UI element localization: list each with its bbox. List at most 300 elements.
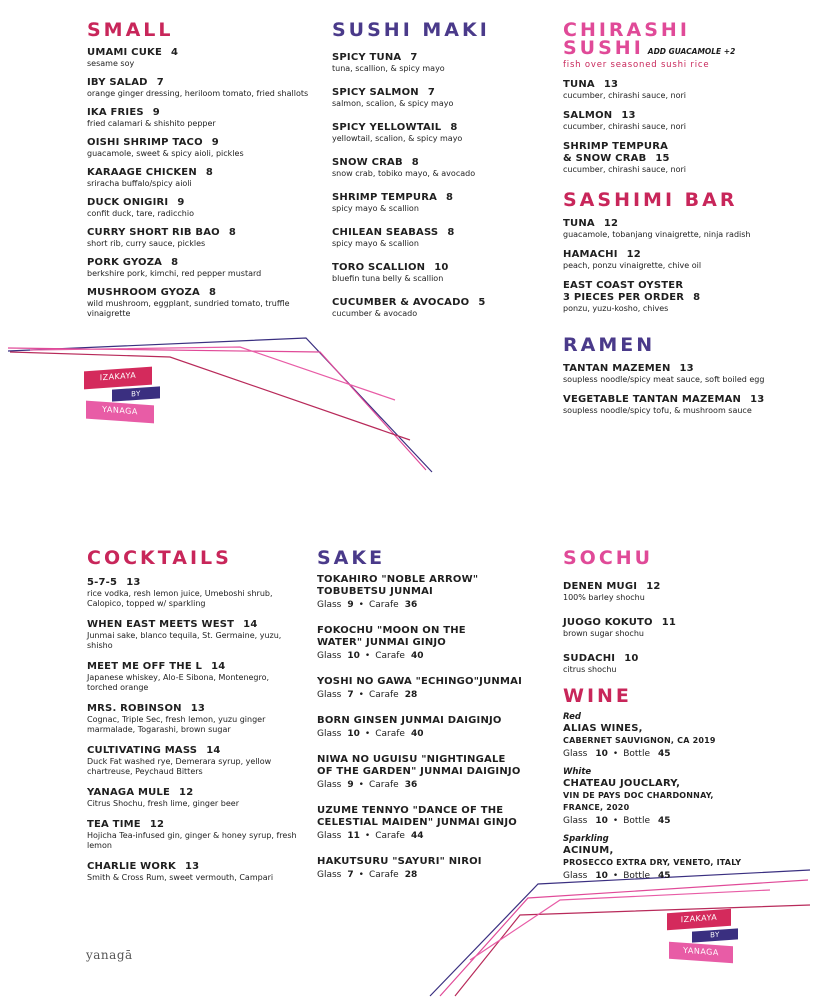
item-name: SHRIMP TEMPURA xyxy=(563,141,669,152)
item-description: soupless noodle/spicy tofu, & mushroom sauce xyxy=(563,406,752,415)
chirashi-section xyxy=(563,21,808,416)
menu-item xyxy=(332,192,547,214)
item-description: guacamole, sweet & spicy aioli, pickles xyxy=(87,149,244,158)
sake-item xyxy=(317,754,547,791)
section-title: SUSHI MAKI xyxy=(332,19,490,41)
carafe-price: 28 xyxy=(404,870,418,880)
item-price: 15 xyxy=(655,153,670,164)
glass-price: 9 xyxy=(347,600,354,610)
sake-item xyxy=(317,676,547,701)
item-name: CULTIVATING MASS xyxy=(87,745,198,756)
item-name: YANAGA MULE xyxy=(87,787,171,798)
item-price: 8 xyxy=(693,292,701,303)
item-price: 12 xyxy=(603,218,619,229)
item-name-line xyxy=(87,257,312,269)
item-name-line xyxy=(332,87,547,99)
item-name: SNOW CRAB xyxy=(332,157,403,168)
sushi-maki-list xyxy=(332,52,547,319)
pour-prices xyxy=(563,815,808,827)
item-price: 13 xyxy=(190,703,206,714)
menu-item xyxy=(332,87,547,109)
wine-item xyxy=(563,712,808,760)
item-name: MUSHROOM GYOZA xyxy=(87,287,200,298)
item-price: 7 xyxy=(427,87,436,98)
menu-item xyxy=(87,77,312,99)
by-badge: BY xyxy=(692,928,738,942)
item-description: rice vodka, resh lemon juice, Umeboshi shrub, Calopico, topped w/ sparkling xyxy=(87,589,273,608)
sushi-maki-section xyxy=(332,21,547,319)
glass-price: 10 xyxy=(595,749,608,759)
item-price: 14 xyxy=(211,661,226,672)
item-name-line xyxy=(87,227,312,239)
item-name-line xyxy=(563,653,808,665)
menu-item xyxy=(563,617,808,639)
izakaya-badge: IZAKAYA xyxy=(667,909,731,930)
item-name: TANTAN MAZEMEN xyxy=(563,363,671,374)
carafe-label: Carafe xyxy=(368,600,399,610)
deco-line xyxy=(430,870,810,996)
item-name: TEA TIME xyxy=(87,819,141,830)
item-name-text: & SNOW CRAB xyxy=(563,153,647,164)
item-price: 9 xyxy=(211,137,219,148)
glass-label: Glass xyxy=(317,729,342,739)
sake-name-line2: OF THE GARDEN" JUNMAI DAIGINJO xyxy=(317,766,521,777)
menu-item xyxy=(332,262,547,284)
item-name: PORK GYOZA xyxy=(87,257,163,268)
item-description: peach, ponzu vinaigrette, chive oil xyxy=(563,261,702,270)
item-description: ponzu, yuzu-kosho, chives xyxy=(563,304,669,313)
menu-item xyxy=(87,861,302,883)
small-list xyxy=(87,47,312,319)
pour-prices xyxy=(317,869,547,881)
yanaga-badge: YANAGA xyxy=(669,942,733,963)
item-name: SPICY YELLOWTAIL xyxy=(332,122,442,133)
item-description: 100% barley shochu xyxy=(563,593,645,602)
sake-name: NIWA NO UGUISU "NIGHTINGALE xyxy=(317,754,506,765)
item-name: MRS. ROBINSON xyxy=(87,703,182,714)
menu-item xyxy=(332,52,547,74)
item-name-line xyxy=(87,861,302,873)
item-name: SPICY SALMON xyxy=(332,87,419,98)
sake-name-line2: CELESTIAL MAIDEN" JUNMAI GINJO xyxy=(317,817,517,828)
pour-prices xyxy=(563,748,808,760)
bottle-label: Bottle xyxy=(623,871,650,881)
item-name-line xyxy=(87,287,312,299)
item-name-line xyxy=(332,262,547,274)
sake-name-line2: WATER" JUNMAI GINJO xyxy=(317,637,447,648)
item-price: 8 xyxy=(228,227,237,238)
footer-logo: yanagā xyxy=(86,948,133,962)
glass-price: 10 xyxy=(347,651,360,661)
item-name-line xyxy=(87,745,302,757)
wine-detail: CABERNET SAUVIGNON, CA 2019 xyxy=(563,736,716,745)
menu-item xyxy=(563,581,808,603)
item-name: TUNA xyxy=(563,218,595,229)
menu-item xyxy=(87,819,302,851)
section-title: SUSHI xyxy=(563,37,644,59)
item-name-line xyxy=(87,703,302,715)
item-price: 10 xyxy=(624,653,639,664)
item-description: fried calamari & shishito pepper xyxy=(87,119,216,128)
glass-label: Glass xyxy=(563,749,588,759)
item-price: 8 xyxy=(411,157,419,168)
item-name: CUCUMBER & AVOCADO xyxy=(332,297,470,308)
yanaga-badge: YANAGA xyxy=(86,401,154,424)
carafe-price: 44 xyxy=(410,831,424,841)
item-name: WHEN EAST MEETS WEST xyxy=(87,619,235,630)
bottle-price: 45 xyxy=(658,749,671,759)
sake-name: YOSHI NO GAWA "ECHINGO"JUNMAI xyxy=(317,676,522,687)
wine-item xyxy=(563,767,808,827)
deco-line xyxy=(455,905,810,996)
menu-item xyxy=(87,107,312,129)
sake-name: TOKAHIRO "NOBLE ARROW" xyxy=(317,574,479,585)
sashimi-list xyxy=(563,218,808,314)
chirashi-list xyxy=(563,79,808,175)
item-price: 13 xyxy=(184,861,200,872)
item-price: 7 xyxy=(410,52,418,63)
item-price: 5 xyxy=(478,297,486,308)
item-name-text: 3 PIECES PER ORDER xyxy=(563,292,685,303)
bullet: • xyxy=(612,871,619,881)
by-badge: BY xyxy=(112,386,160,401)
section-title: SOCHU xyxy=(563,547,654,569)
item-name: CHILEAN SEABASS xyxy=(332,227,439,238)
item-description: Duck Fat washed rye, Demerara syrup, yellow chartreuse, Peychaud Bitters xyxy=(87,757,272,776)
item-price: 13 xyxy=(126,577,141,588)
item-name: EAST COAST OYSTER xyxy=(563,280,684,291)
section-title: COCKTAILS xyxy=(87,547,232,569)
glass-label: Glass xyxy=(317,831,342,841)
menu-item xyxy=(87,661,302,693)
menu-item xyxy=(87,577,302,609)
item-name: TUNA xyxy=(563,79,595,90)
wine-name: ACINUM, xyxy=(563,845,614,856)
carafe-price: 28 xyxy=(404,690,418,700)
item-price: 9 xyxy=(177,197,185,208)
item-description: Citrus Shochu, fresh lime, ginger beer xyxy=(87,799,239,808)
item-description: cucumber, chirashi sauce, nori xyxy=(563,165,687,174)
item-name-line xyxy=(87,167,312,179)
glass-price: 7 xyxy=(347,870,354,880)
item-price: 13 xyxy=(621,110,636,121)
glass-label: Glass xyxy=(317,600,342,610)
carafe-price: 36 xyxy=(404,780,418,790)
glass-price: 11 xyxy=(347,831,360,841)
item-description: confit duck, tare, radicchio xyxy=(87,209,194,218)
wine-detail-line2: FRANCE, 2020 xyxy=(563,803,630,812)
sake-name: FOKOCHU "MOON ON THE xyxy=(317,625,466,636)
section-title: SMALL xyxy=(87,19,174,41)
glass-label: Glass xyxy=(317,651,342,661)
sake-name: HAKUTSURU "SAYURI" NIROI xyxy=(317,856,482,867)
section-title: SAKE xyxy=(317,547,386,569)
item-price: 12 xyxy=(646,581,661,592)
item-name-line xyxy=(87,787,302,799)
item-price: 8 xyxy=(208,287,217,298)
bullet: • xyxy=(358,870,364,880)
item-name: 5-7-5 xyxy=(87,577,118,588)
cocktails-section xyxy=(87,549,302,883)
sake-list xyxy=(317,574,547,881)
bottle-label: Bottle xyxy=(623,749,650,759)
bullet: • xyxy=(364,651,371,661)
wine-category: Sparkling xyxy=(563,834,609,844)
item-name-line xyxy=(563,110,808,122)
item-name-line xyxy=(332,227,547,239)
item-price: 9 xyxy=(152,107,160,118)
glass-label: Glass xyxy=(317,780,342,790)
carafe-label: Carafe xyxy=(375,729,405,739)
wine-list xyxy=(563,712,808,882)
section-title: RAMEN xyxy=(563,334,656,356)
glass-price: 10 xyxy=(595,816,608,826)
sake-item xyxy=(317,715,547,740)
item-price: 13 xyxy=(603,79,619,90)
item-description: soupless noodle/spicy meat sauce, soft boiled egg xyxy=(563,375,765,384)
item-description: Hojicha Tea-infused gin, ginger & honey syrup, fresh lemon xyxy=(87,831,297,850)
menu-item xyxy=(563,280,808,314)
menu-item xyxy=(332,297,547,319)
item-description: wild mushroom, eggplant, sundried tomato, truffle vinaigrette xyxy=(87,299,290,318)
glass-label: Glass xyxy=(317,870,342,880)
item-description: tuna, scallion, & spicy mayo xyxy=(332,64,445,73)
item-description: sesame soy xyxy=(87,59,135,68)
item-name-line xyxy=(87,107,312,119)
item-description: orange ginger dressing, heriloom tomato, fried shallots xyxy=(87,89,309,98)
wine-item xyxy=(563,834,808,882)
pour-prices xyxy=(317,728,547,740)
item-name-line xyxy=(332,52,547,64)
item-name: IBY SALAD xyxy=(87,77,148,88)
item-name-line xyxy=(87,137,312,149)
item-description: Smith & Cross Rum, sweet vermouth, Campari xyxy=(87,873,274,882)
glass-price: 10 xyxy=(347,729,360,739)
carafe-label: Carafe xyxy=(368,870,399,880)
item-name-line xyxy=(87,47,312,59)
pour-prices xyxy=(317,599,547,611)
menu-item xyxy=(563,218,808,240)
izakaya-badge: IZAKAYA xyxy=(84,367,152,390)
glass-price: 9 xyxy=(347,780,354,790)
sake-name: UZUME TENNYO "DANCE OF THE xyxy=(317,805,504,816)
item-description: sriracha buffalo/spicy aioli xyxy=(87,179,192,188)
bullet: • xyxy=(612,749,619,759)
item-price: 8 xyxy=(171,257,179,268)
item-description: cucumber, chirashi sauce, nori xyxy=(563,122,687,131)
menu-item xyxy=(87,167,312,189)
wine-name: CHATEAU JOUCLARY, xyxy=(563,778,681,789)
item-name: CHARLIE WORK xyxy=(87,861,176,872)
deco-line xyxy=(8,348,426,470)
sake-item xyxy=(317,574,547,611)
cocktail-list xyxy=(87,577,302,883)
pour-prices xyxy=(317,830,547,842)
glass-price: 10 xyxy=(595,871,608,881)
item-price: 8 xyxy=(446,192,454,203)
menu-item xyxy=(87,197,312,219)
deco-line xyxy=(10,352,410,440)
menu-item xyxy=(87,787,302,809)
item-description: cucumber & avocado xyxy=(332,309,418,318)
pour-prices xyxy=(317,689,547,701)
wine-detail: PROSECCO EXTRA DRY, VENETO, ITALY xyxy=(563,858,742,867)
item-description: spicy mayo & scallion xyxy=(332,204,419,213)
item-description: bluefin tuna belly & scallion xyxy=(332,274,444,283)
item-name: OISHI SHRIMP TACO xyxy=(87,137,203,148)
menu-item xyxy=(563,110,808,132)
menu-item xyxy=(563,79,808,101)
menu-item xyxy=(87,745,302,777)
sake-item xyxy=(317,805,547,842)
item-price: 11 xyxy=(661,617,677,628)
section-title: SASHIMI BAR xyxy=(563,189,738,211)
item-name-line xyxy=(563,218,808,230)
section-title: CHIRASHI xyxy=(563,19,690,41)
item-description: brown sugar shochu xyxy=(563,629,644,638)
carafe-price: 40 xyxy=(410,651,424,661)
item-name-line xyxy=(563,581,808,593)
carafe-price: 40 xyxy=(410,729,424,739)
glass-label: Glass xyxy=(563,816,588,826)
item-price: 13 xyxy=(750,394,765,405)
item-description: Junmai sake, blanco tequila, St. Germaine, yuzu, shisho xyxy=(87,631,282,650)
item-description: Japanese whiskey, Alo-E Sibona, Montenegro, torched orange xyxy=(87,673,270,692)
item-description: citrus shochu xyxy=(563,665,617,674)
menu-item xyxy=(87,227,312,249)
item-name-line xyxy=(563,394,808,406)
item-name-line xyxy=(87,661,302,673)
bullet: • xyxy=(358,690,364,700)
item-name: CURRY SHORT RIB BAO xyxy=(87,227,220,238)
bullet: • xyxy=(612,816,619,826)
carafe-label: Carafe xyxy=(368,690,399,700)
item-name: HAMACHI xyxy=(563,249,618,260)
item-name: SUDACHI xyxy=(563,653,616,664)
bottle-price: 45 xyxy=(658,871,671,881)
section-title: WINE xyxy=(563,685,632,707)
sake-item xyxy=(317,625,547,662)
item-description: Cognac, Triple Sec, fresh lemon, yuzu ginger marmalade, Togarashi, brown sugar xyxy=(87,715,266,734)
item-name: VEGETABLE TANTAN MAZEMAN xyxy=(563,394,742,405)
menu-item xyxy=(563,141,808,175)
item-price: 8 xyxy=(205,167,214,178)
wine-detail: VIN DE PAYS DOC CHARDONNAY, xyxy=(563,791,714,800)
pour-prices xyxy=(563,870,808,882)
menu-item xyxy=(87,137,312,159)
item-price: 13 xyxy=(679,363,694,374)
glass-price: 7 xyxy=(347,690,354,700)
menu-item xyxy=(87,619,302,651)
item-name-line xyxy=(563,617,808,629)
item-name-line2 xyxy=(563,153,808,165)
carafe-label: Carafe xyxy=(368,780,399,790)
item-price: 12 xyxy=(179,787,194,798)
item-name-line xyxy=(87,197,312,209)
item-description: short rib, curry sauce, pickles xyxy=(87,239,206,248)
sake-name-line2: TOBUBETSU JUNMAI xyxy=(317,586,433,597)
sake-name: BORN GINSEN JUNMAI DAIGINJO xyxy=(317,715,502,726)
item-description: guacamole, tobanjang vinaigrette, ninja radish xyxy=(563,230,751,239)
item-name: UMAMI CUKE xyxy=(87,47,163,58)
menu-item xyxy=(87,703,302,735)
sochu-section xyxy=(563,549,808,882)
section-subtitle: fish over seasoned sushi rice xyxy=(563,60,710,70)
glass-label: Glass xyxy=(317,690,342,700)
item-price: 14 xyxy=(206,745,221,756)
item-name: TORO SCALLION xyxy=(332,262,426,273)
item-name: JUOGO KOKUTO xyxy=(563,617,653,628)
item-name: DENEN MUGI xyxy=(563,581,638,592)
bottle-label: Bottle xyxy=(623,816,650,826)
pour-prices xyxy=(317,779,547,791)
item-price: 10 xyxy=(434,262,449,273)
item-name: IKA FRIES xyxy=(87,107,144,118)
wine-category: Red xyxy=(563,712,581,722)
item-description: spicy mayo & scallion xyxy=(332,239,419,248)
item-name-line xyxy=(332,192,547,204)
item-description: cucumber, chirashi sauce, nori xyxy=(563,91,687,100)
menu-item xyxy=(87,257,312,279)
small-section xyxy=(87,21,312,319)
menu-item xyxy=(563,394,808,416)
carafe-label: Carafe xyxy=(375,651,405,661)
sake-item xyxy=(317,856,547,881)
item-name-line xyxy=(563,79,808,91)
item-description: berkshire pork, kimchi, red pepper mustard xyxy=(87,269,262,278)
menu-item xyxy=(332,122,547,144)
item-name-line xyxy=(87,77,312,89)
ramen-list xyxy=(563,363,808,416)
item-name-line xyxy=(87,819,302,831)
item-description: snow crab, tobiko mayo, & avocado xyxy=(332,169,476,178)
menu-item xyxy=(87,47,312,69)
menu-item xyxy=(563,249,808,271)
item-description: yellowtail, scalion, & spicy mayo xyxy=(332,134,463,143)
item-price: 7 xyxy=(156,77,164,88)
sake-section xyxy=(317,549,547,881)
bullet: • xyxy=(364,831,371,841)
bullet: • xyxy=(364,729,371,739)
wine-category: White xyxy=(563,767,592,777)
item-price: 12 xyxy=(626,249,641,260)
item-name: KARAAGE CHICKEN xyxy=(87,167,197,178)
item-name-line xyxy=(563,249,808,261)
menu-item xyxy=(87,287,312,319)
sochu-list xyxy=(563,581,808,675)
item-name: DUCK ONIGIRI xyxy=(87,197,169,208)
item-name-line2 xyxy=(563,292,808,304)
item-name-line xyxy=(332,157,547,169)
carafe-label: Carafe xyxy=(375,831,405,841)
menu-item xyxy=(563,653,808,675)
bottle-price: 45 xyxy=(658,816,671,826)
item-price: 4 xyxy=(171,47,179,58)
item-name: SALMON xyxy=(563,110,613,121)
item-name: SPICY TUNA xyxy=(332,52,402,63)
bullet: • xyxy=(358,600,364,610)
item-description: salmon, scalion, & spicy mayo xyxy=(332,99,454,108)
item-price: 8 xyxy=(450,122,458,133)
carafe-price: 36 xyxy=(404,600,418,610)
wine-name: ALIAS WINES, xyxy=(563,723,643,734)
glass-label: Glass xyxy=(563,871,588,881)
item-name-line xyxy=(332,122,547,134)
item-price: 14 xyxy=(243,619,258,630)
item-name: SHRIMP TEMPURA xyxy=(332,192,438,203)
menu-item xyxy=(332,157,547,179)
item-name-line xyxy=(563,363,808,375)
